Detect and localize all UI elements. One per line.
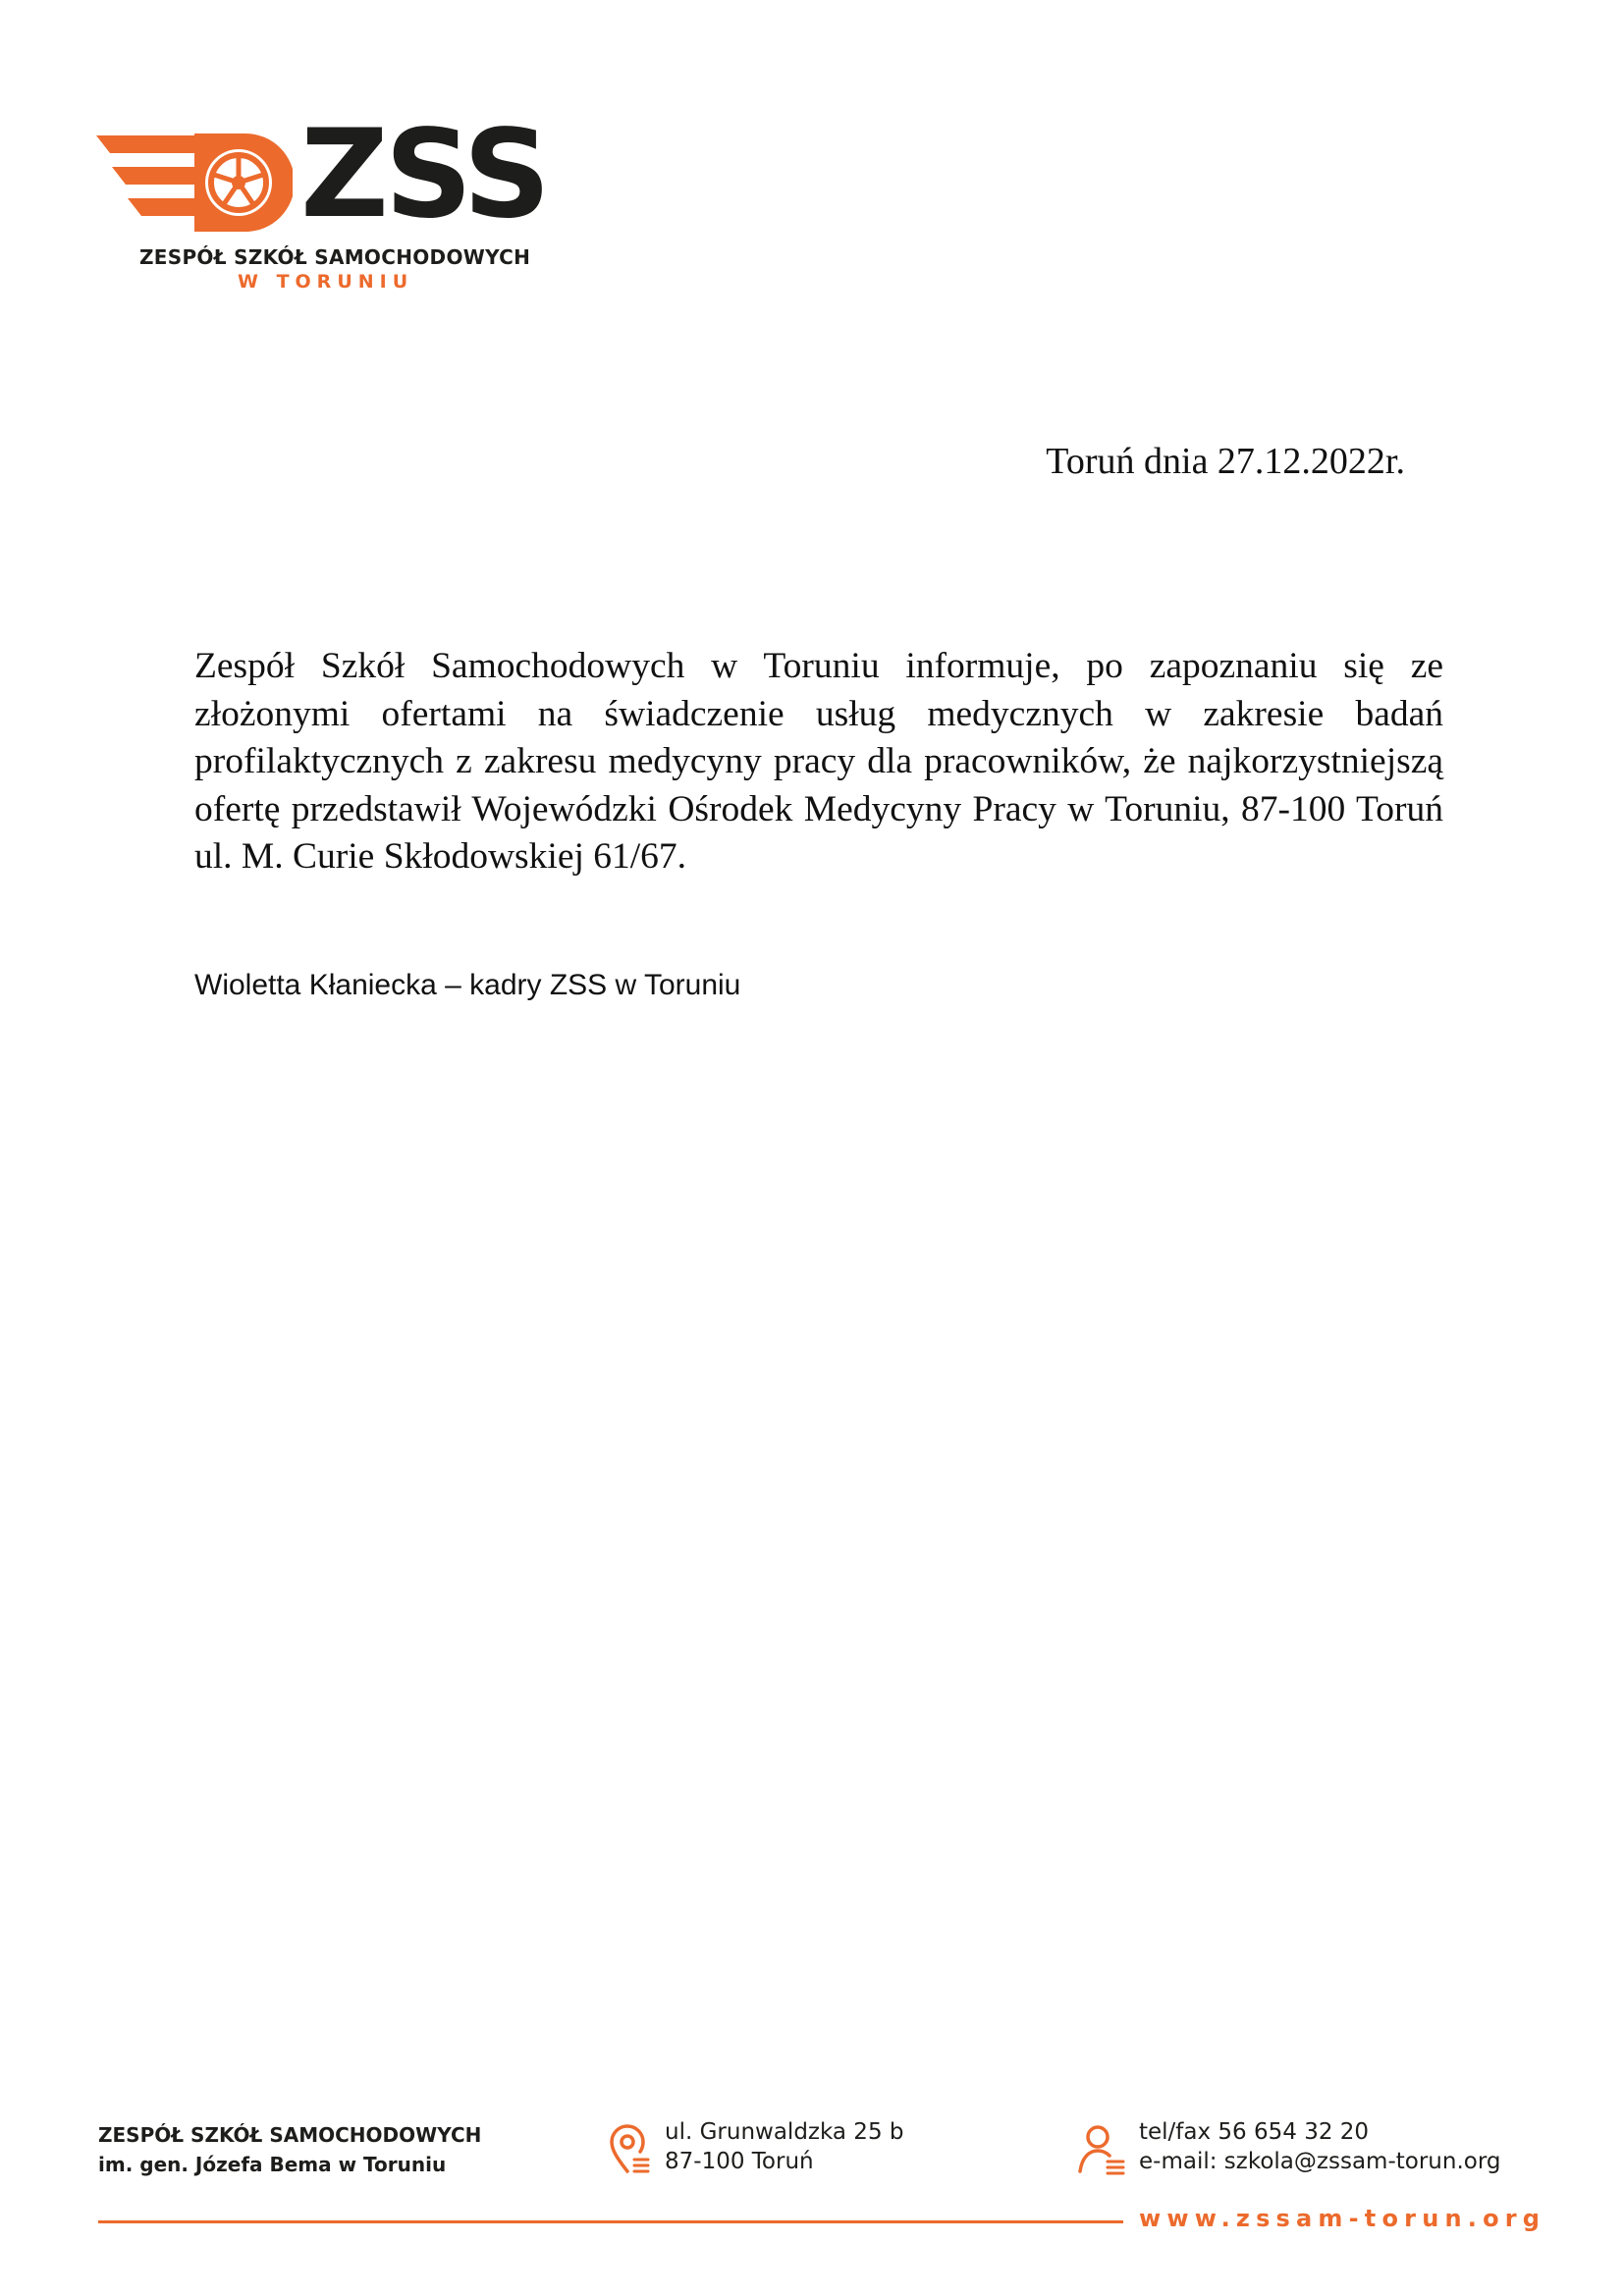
letter-signature: Wioletta Kłaniecka – kadry ZSS w Toruniu <box>194 969 741 1001</box>
footer-school-patron: im. gen. Józefa Bema w Toruniu <box>98 2153 447 2176</box>
footer-school-name: ZESPÓŁ SZKÓŁ SAMOCHODOWYCH <box>98 2123 482 2147</box>
logo-city: W TORUNIU <box>238 271 414 293</box>
letter-date: Toruń dnia 27.12.2022r. <box>1046 441 1405 482</box>
footer-email[interactable]: e-mail: szkola@zssam-torun.org <box>1139 2149 1501 2174</box>
footer-address-city: 87-100 Toruń <box>665 2149 814 2174</box>
footer-website-link[interactable]: www.zssam-torun.org <box>1139 2205 1546 2232</box>
logo-school-name: ZESPÓŁ SZKÓŁ SAMOCHODOWYCH <box>139 245 531 269</box>
footer-phone: tel/fax 56 654 32 20 <box>1139 2119 1370 2145</box>
location-pin-icon <box>609 2124 650 2175</box>
logo-wordmark: ZSS <box>300 104 547 245</box>
footer-divider <box>98 2220 1123 2223</box>
footer-address-street: ul. Grunwaldzka 25 b <box>665 2119 904 2145</box>
school-logo <box>96 104 547 304</box>
letter-body: Zespół Szkół Samochodowych w Toruniu informuje, po zapoznaniu się ze złożonymi ofertami na świadczenie usług medycznych w zakresie badań profilaktycznych z zakresu medycyny pracy dla pracowników, że najkorzystniejszą ofertę przedstawił Wojewódzki Ośrodek Medycyny Pracy w Toruniu, 87-100 Toruń ul. M. Curie Skłodowskiej 61/67. <box>194 646 1443 877</box>
person-contact-icon <box>1076 2124 1127 2175</box>
wheel-with-speed-lines-icon <box>96 128 293 236</box>
